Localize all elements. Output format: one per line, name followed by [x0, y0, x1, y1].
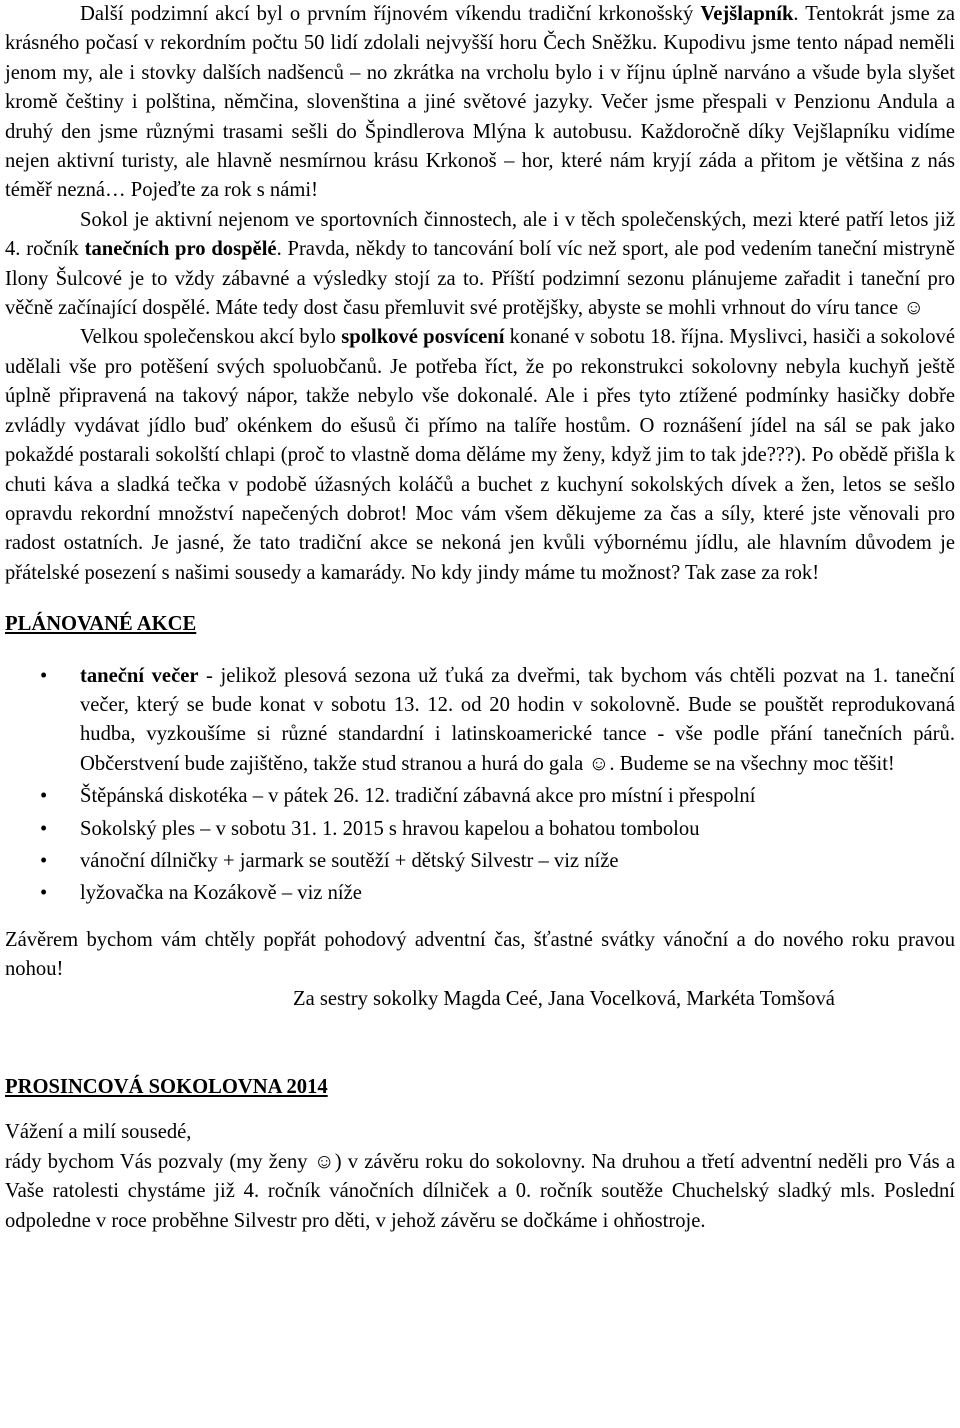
item-bold: taneční večer [80, 664, 199, 687]
item-text: Štěpánská diskotéka – v pátek 26. 12. tradiční zábavná akce pro místní i přespolní [80, 785, 756, 808]
posviceni-bold: spolkové posvícení [341, 326, 505, 349]
item-text: vánoční dílničky + jarmark se soutěží + dětský Silvestr – viz níže [80, 849, 619, 872]
vejslapnik-paragraph [5, 0, 955, 206]
posviceni-text-1: Velkou společenskou akcí bylo [80, 326, 342, 349]
bullet-icon: • [40, 882, 48, 905]
tance-bold: tanečních pro dospělé [84, 238, 277, 261]
posviceni-text-2: konané v sobotu 18. října. Myslivci, hasiči a sokolové udělali vše pro potěšení svých spoluobčanů. Je potřeba říct, že po rekonstrukci sokolovny nebyla kuchyň ještě úplně připravená na takový nápor, takže nebylo vše dokonalé. Ale i přes tyto ztížené podmínky hasičky dobře zvládly vydávat jídlo buď okénkem do ešusů či přímo na talíře hostům. O roznášení jídel na sál se pak jako pokaždé postarali sokolští chlapi (proč to vlastně doma děláme my ženy, když jim to tak jde???). Po obědě přišla k chuti káva a sladká tečka v podobě úžasných koláčů a buchet z kuchyní sokolských dívek a žen, letos se sešlo opravdu rekordní množství napečených dobrot! Moc vám všem děkujeme za čas a síly, které jste věnovali pro radost ostatních. Je jasné, že tato tradiční akce se nekoná jen kvůli výbornému jídlu, ale hlavním důvodem je přátelské posezení s našimi sousedy a kamarády. No kdy jindy máme tu možnost? Tak zase za rok! [5, 326, 955, 584]
greeting: Vážení a milí sousedé, [5, 1121, 192, 1144]
list-item-dilnicky [5, 847, 955, 876]
item-text: - jelikož plesová sezona už ťuká za dveřmi, tak bychom vás chtěli pozvat na 1. taneční večer, který se bude konat v sobotu 13. 12. od 20 hodin v sokolovně. Bude se pouštět reprodukovaná hudba, vyzkoušíme si různé standardní i latinskoamerické tance - vše podle přání tanečních párů. Občerstvení bude zajištěno, takže stud stranou a hurá do gala ☺. Budeme se na všechny moc těšit! [80, 664, 955, 775]
tance-paragraph [5, 206, 955, 324]
list-item-ples [5, 815, 955, 844]
bullet-icon: • [40, 664, 48, 687]
planovane-heading: PLÁNOVANÉ AKCE [5, 613, 197, 636]
list-item-diskoteka [5, 782, 955, 811]
bullet-icon: • [40, 817, 48, 840]
prosincova-paragraph: rády bychom Vás pozvaly (my ženy ☺) v závěru roku do sokolovny. Na druhou a třetí adventní neděli pro Vás a Vaše ratolesti chystáme již 4. ročník vánočních dílniček a 0. ročník soutěže Chuchelský sladký mls. Poslední odpoledne v roce proběhne Silvestr pro děti, v jehož závěru se dočkáme i ohňostroje. [5, 1150, 955, 1232]
tance-text-2: . Pravda, někdy to tancování bolí víc než sport, ale pod vedením taneční mistryně Ilony Šulcové je to vždy zábavné a výsledky stojí za to. Příští podzimní sezonu plánujeme zařadit i taneční pro věčně začínající dospělé. Máte tedy dost času přemluvit své protějšky, abyste se mohli vrhnout do víru tance ☺ [5, 238, 955, 320]
prosincova-heading: PROSINCOVÁ SOKOLOVNA 2014 [5, 1076, 328, 1098]
vejslapnik-bold: Vejšlapník [700, 3, 794, 25]
item-text: lyžovačka na Kozákově – viz níže [80, 882, 362, 905]
list-item-lyzovacka [5, 879, 955, 908]
bullet-icon: • [40, 849, 48, 872]
bullet-icon: • [40, 785, 48, 808]
closing-paragraph: Závěrem bychom vám chtěly popřát pohodový adventní čas, šťastné svátky vánoční a do nového roku pravou nohou! [5, 928, 955, 981]
list-item-tanecni-vecer [5, 662, 955, 780]
signature: Za sestry sokolky Magda Ceé, Jana Vocelková, Markéta Tomšová [293, 987, 835, 1010]
vejslapnik-text-2: . Tentokrát jsme za krásného počasí v rekordním počtu 50 lidí zdolali nejvyšší horu Čech Sněžku. Kupodivu jsme tento nápad neměli jenom my, ale i stovky dalších nadšenců – no zkrátka na vrcholu bylo i v říjnu úplně narváno a všude byla slyšet kromě češtiny i polština, němčina, slovenština a jiné světové jazyky. Večer jsme přespali v Penzionu Andula a druhý den jsme různými trasami sešli do Špindlerova Mlýna k autobusu. Každoročně díky Vejšlapníku vidíme nejen aktivní turisty, ale hlavně nesmírnou krásu Krkonoš – hor, které nám kryjí záda a přitom je většina z nás téměř nezná… Pojeďte za rok s námi! [5, 3, 955, 202]
planned-events-list [5, 662, 955, 909]
tance-text-1: Sokol je aktivní nejenom ve sportovních činnostech, ale i v těch společenských, mezi které patří letos již 4. ročník [5, 208, 955, 261]
posviceni-paragraph [5, 323, 955, 588]
item-text: Sokolský ples – v sobotu 31. 1. 2015 s hravou kapelou a bohatou tombolou [80, 817, 700, 840]
vejslapnik-text-1: Další podzimní akcí byl o prvním říjnovém víkendu tradiční krkonošský [80, 3, 701, 25]
